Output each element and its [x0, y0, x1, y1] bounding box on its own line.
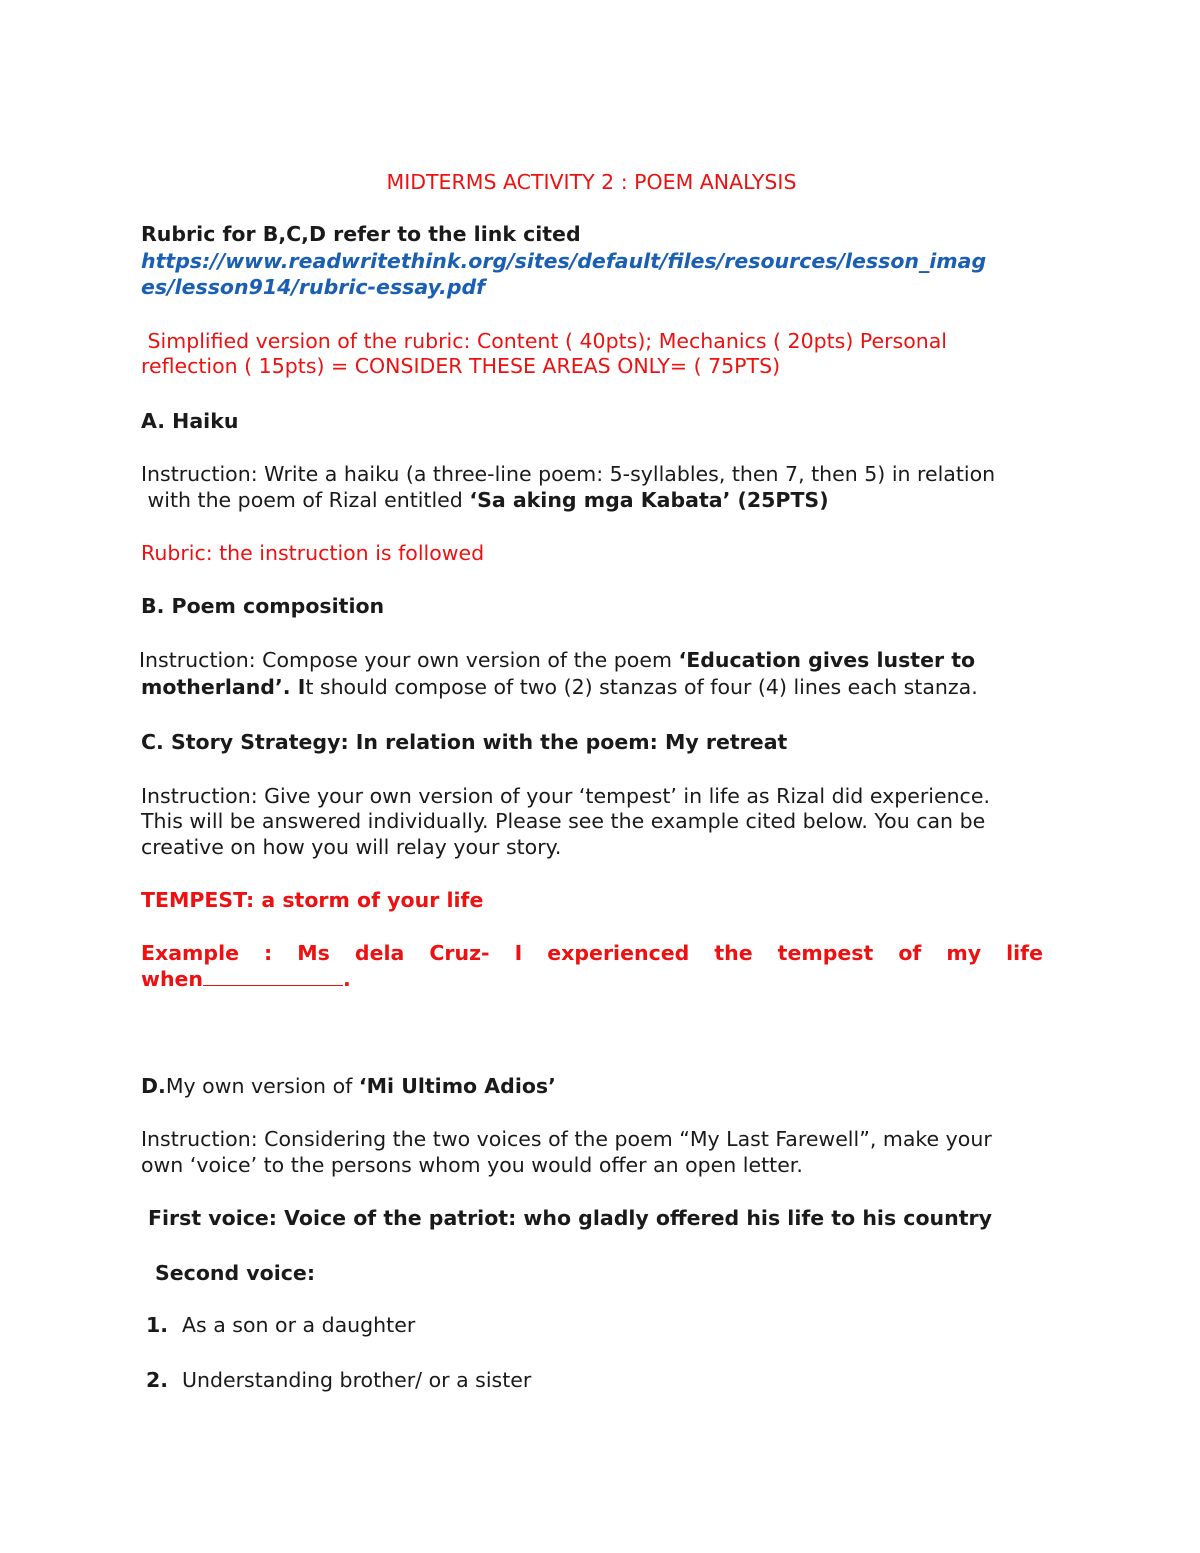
section-d-heading-text: My own version of: [165, 1074, 359, 1098]
example-period: .: [343, 967, 351, 991]
example-word: Ms: [297, 941, 330, 965]
section-c-heading: C. Story Strategy: In relation with the poem: My retreat: [141, 730, 788, 754]
list-item-number: 2.: [146, 1368, 169, 1392]
section-c-instruction-line-2: This will be answered individually. Please see the example cited below. You can be: [141, 809, 986, 833]
page-title: MIDTERMS ACTIVITY 2 : POEM ANALYSIS: [386, 170, 797, 194]
section-d-instruction-line-2: own ‘voice’ to the persons whom you would offer an open letter.: [141, 1153, 803, 1177]
list-item-number: 1.: [146, 1313, 169, 1337]
example-word: tempest: [777, 941, 874, 965]
list-item-text: Understanding brother/ or a sister: [182, 1368, 532, 1392]
example-word: :: [264, 941, 273, 965]
first-voice: First voice: Voice of the patriot: who gladly offered his life to his country: [148, 1206, 992, 1230]
example-word: I: [514, 941, 523, 965]
list-item: [146, 1312, 1056, 1338]
section-a-poem-title: ‘Sa aking mga Kabata’ (25PTS): [469, 488, 829, 512]
example-word: experienced: [547, 941, 690, 965]
rubric-link-line-1[interactable]: https://www.readwritethink.org/sites/default/files/resources/lesson_imag: [141, 249, 987, 273]
example-line-1: [141, 940, 1043, 966]
example-word: life: [1006, 941, 1043, 965]
section-a-instruction-text: with the poem of Rizal entitled: [141, 488, 470, 512]
section-b-heading: B. Poem composition: [141, 594, 385, 618]
section-b-instruction-text: Instruction: Compose your own version of the poem: [139, 648, 679, 672]
section-c-instruction-line-3: creative on how you will relay your story.: [141, 835, 562, 859]
section-a-instruction-line-2: [141, 487, 1051, 513]
example-word: Example: [141, 941, 240, 965]
simplified-rubric-line-1: Simplified version of the rubric: Content ( 40pts); Mechanics ( 20pts) Personal: [141, 329, 948, 353]
section-a-heading: A. Haiku: [141, 409, 239, 433]
section-b-poem-title: ‘Education gives luster to: [678, 648, 976, 672]
example-when: when: [141, 967, 204, 991]
tempest-definition: TEMPEST: a storm of your life: [141, 888, 484, 912]
section-b-poem-title-end: motherland’. I: [141, 675, 306, 699]
example-line-2: [141, 966, 1051, 992]
section-c-instruction-line-1: Instruction: Give your own version of your ‘tempest’ in life as Rizal did experience.: [141, 784, 990, 808]
section-b-instruction-rest: t should compose of two (2) stanzas of four (4) lines each stanza.: [305, 675, 978, 699]
list-item-text: As a son or a daughter: [182, 1313, 416, 1337]
example-word: the: [714, 941, 753, 965]
example-word: dela: [354, 941, 405, 965]
section-a-instruction-line-1: Instruction: Write a haiku (a three-line poem: 5-syllables, then 7, then 5) in relation: [141, 462, 996, 486]
rubric-link-line-2[interactable]: es/lesson914/rubric-essay.pdf: [141, 275, 486, 299]
section-d-poem-title: ‘Mi Ultimo Adios’: [358, 1074, 556, 1098]
list-item: [146, 1367, 1056, 1393]
example-word: Cruz-: [429, 941, 490, 965]
example-word: my: [946, 941, 982, 965]
section-d-letter: D.: [141, 1074, 166, 1098]
section-d-instruction-line-1: Instruction: Considering the two voices of the poem “My Last Farewell”, make your: [141, 1127, 992, 1151]
section-d-heading: [141, 1073, 1051, 1099]
section-b-instruction-line-1: [139, 647, 1049, 673]
section-b-instruction-line-2: [141, 674, 1051, 700]
second-voice: Second voice:: [155, 1261, 316, 1285]
example-word: of: [898, 941, 922, 965]
rubric-intro: Rubric for B,C,D refer to the link cited: [141, 222, 581, 246]
example-blank-line: [203, 967, 343, 986]
section-a-rubric: Rubric: the instruction is followed: [141, 541, 485, 565]
simplified-rubric-line-2: reflection ( 15pts) = CONSIDER THESE AREAS ONLY= ( 75PTS): [141, 354, 781, 378]
